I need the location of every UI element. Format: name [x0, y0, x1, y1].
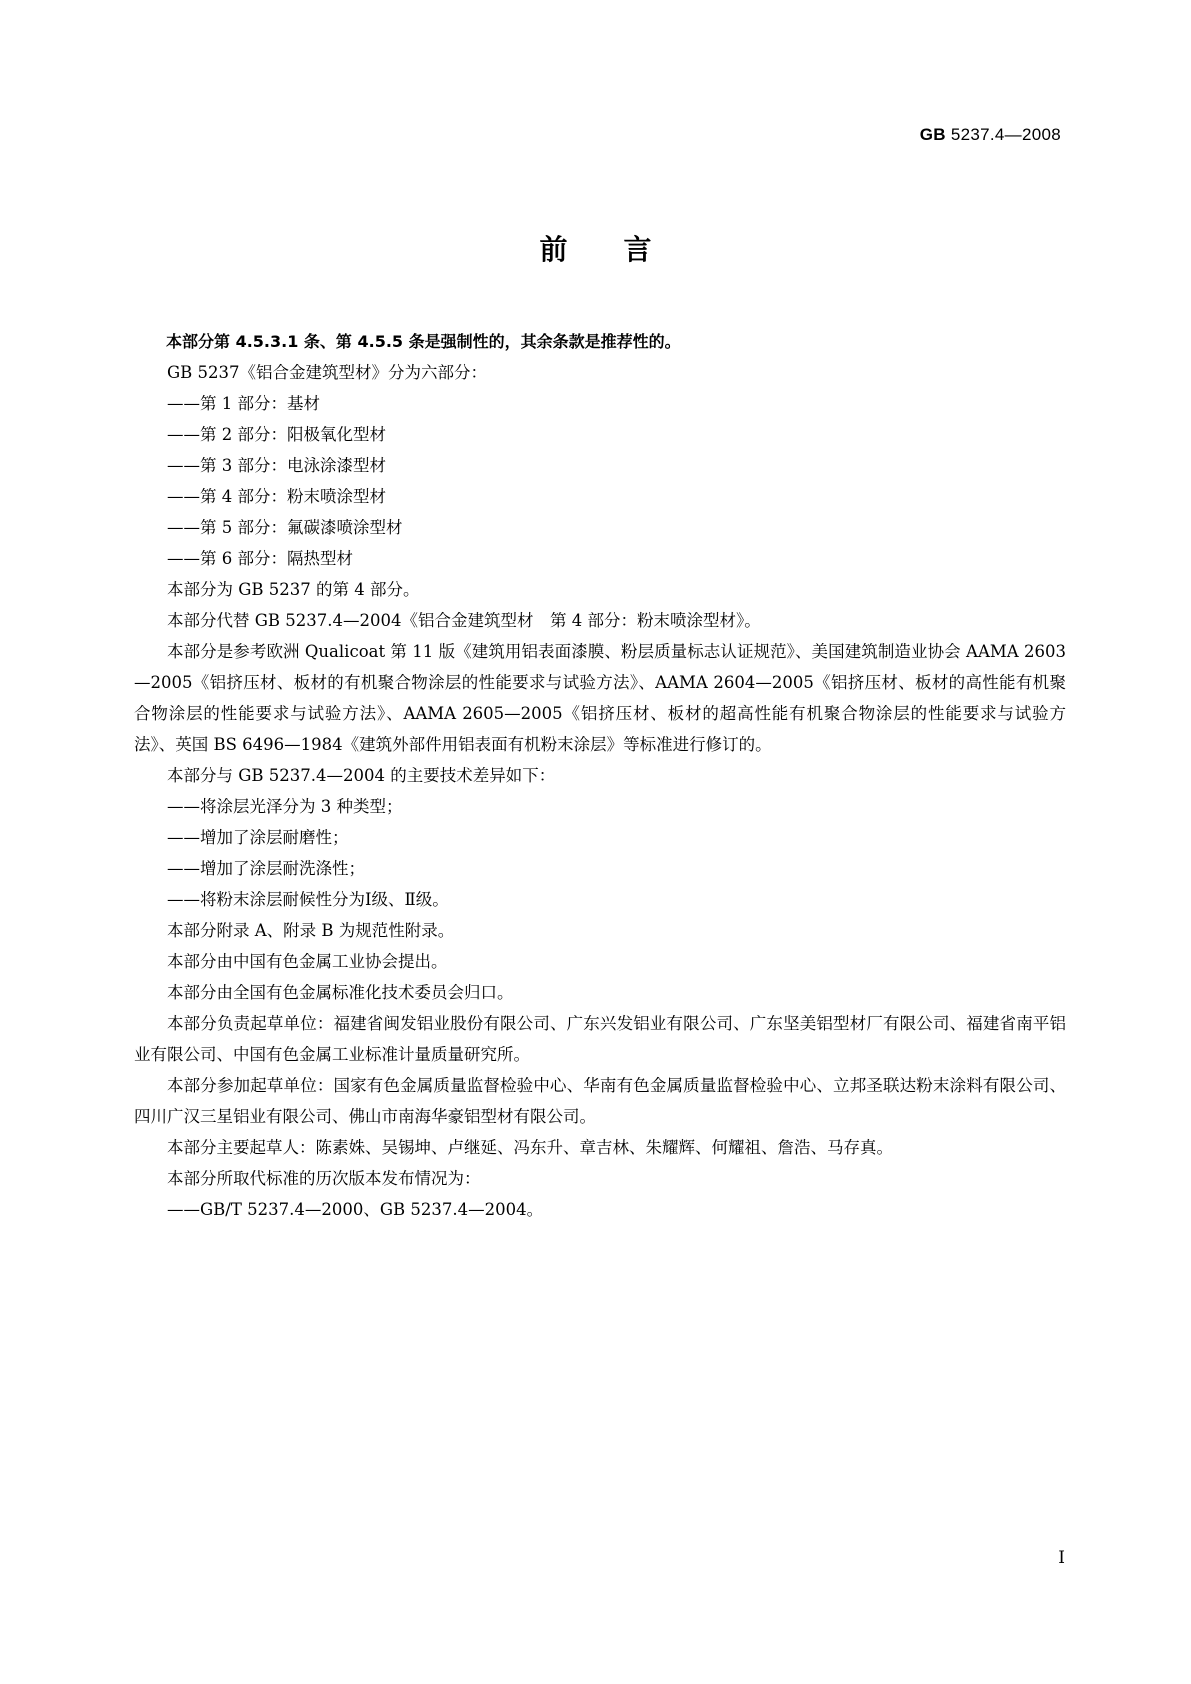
- part-list-item: ——第 4 部分：粉末喷涂型材: [167, 487, 386, 506]
- standard-number: 5237.4—2008: [950, 125, 1061, 144]
- part-list-item: ——第 1 部分：基材: [167, 394, 320, 413]
- foreword-body: [134, 326, 1066, 1225]
- paragraph: 本部分负责起草单位：福建省闽发铝业股份有限公司、广东兴发铝业有限公司、广东坚美铝型材厂有限公司、福建省南平铝业有限公司、中国有色金属工业标准计量质量研究所。: [134, 1014, 1066, 1064]
- paragraph: 本部分附录 A、附录 B 为规范性附录。: [167, 921, 455, 940]
- paragraph: 本部分由中国有色金属工业协会提出。: [167, 952, 448, 971]
- part-list-item: ——第 5 部分：氟碳漆喷涂型材: [167, 518, 403, 537]
- paragraph: 本部分参加起草单位：国家有色金属质量监督检验中心、华南有色金属质量监督检验中心、立邦圣联达粉末涂料有限公司、四川广汉三星铝业有限公司、佛山市南海华豪铝型材有限公司。: [134, 1076, 1066, 1126]
- part-list-item: ——第 6 部分：隔热型材: [167, 549, 353, 568]
- previous-editions-item: ——GB/T 5237.4—2000、GB 5237.4—2004。: [167, 1200, 544, 1219]
- part-list-item: ——第 3 部分：电泳涂漆型材: [167, 456, 386, 475]
- page-number: I: [1058, 1548, 1065, 1568]
- paragraph: 本部分主要起草人：陈素姝、吴锡坤、卢继延、冯东升、章吉林、朱耀辉、何耀祖、詹浩、马存真。: [167, 1138, 893, 1157]
- paragraph: 本部分与 GB 5237.4—2004 的主要技术差异如下：: [167, 766, 556, 785]
- mandatory-clause-statement: 本部分第 4.5.3.1 条、第 4.5.5 条是强制性的，其余条款是推荐性的。: [166, 332, 681, 351]
- paragraph: GB 5237《铝合金建筑型材》分为六部分：: [167, 363, 488, 382]
- standard-prefix: GB: [919, 125, 946, 144]
- part-list-item: ——第 2 部分：阳极氧化型材: [167, 425, 386, 444]
- paragraph: 本部分是参考欧洲 Qualicoat 第 11 版《建筑用铝表面漆膜、粉层质量标志认证规范》、美国建筑制造业协会 AAMA 2603—2005《铝挤压材、板材的有机聚合物涂层的性能要求与试验方法》、AAMA 2604—2005《铝挤压材、板材的高性能有机聚合物涂层的性能要求与试验方法》、AAMA 2605—2005《铝挤压材、板材的超高性能有机聚合物涂层的性能要求与试验方法》、英国 BS 6496—1984《建筑外部件用铝表面有机粉末涂层》等标准进行修订的。: [134, 642, 1066, 754]
- paragraph: 本部分由全国有色金属标准化技术委员会归口。: [167, 983, 514, 1002]
- difference-list-item: ——增加了涂层耐洗涤性；: [167, 859, 365, 878]
- difference-list-item: ——增加了涂层耐磨性；: [167, 828, 349, 847]
- difference-list-item: ——将涂层光泽分为 3 种类型；: [167, 797, 403, 816]
- difference-list-item: ——将粉末涂层耐候性分为Ⅰ级、Ⅱ级。: [167, 890, 449, 909]
- paragraph: 本部分所取代标准的历次版本发布情况为：: [167, 1169, 481, 1188]
- standard-code: [920, 125, 1061, 145]
- paragraph: 本部分代替 GB 5237.4—2004《铝合金建筑型材 第 4 部分：粉末喷涂型材》。: [167, 611, 761, 630]
- page-title: 前言: [539, 233, 708, 266]
- paragraph: 本部分为 GB 5237 的第 4 部分。: [167, 580, 420, 599]
